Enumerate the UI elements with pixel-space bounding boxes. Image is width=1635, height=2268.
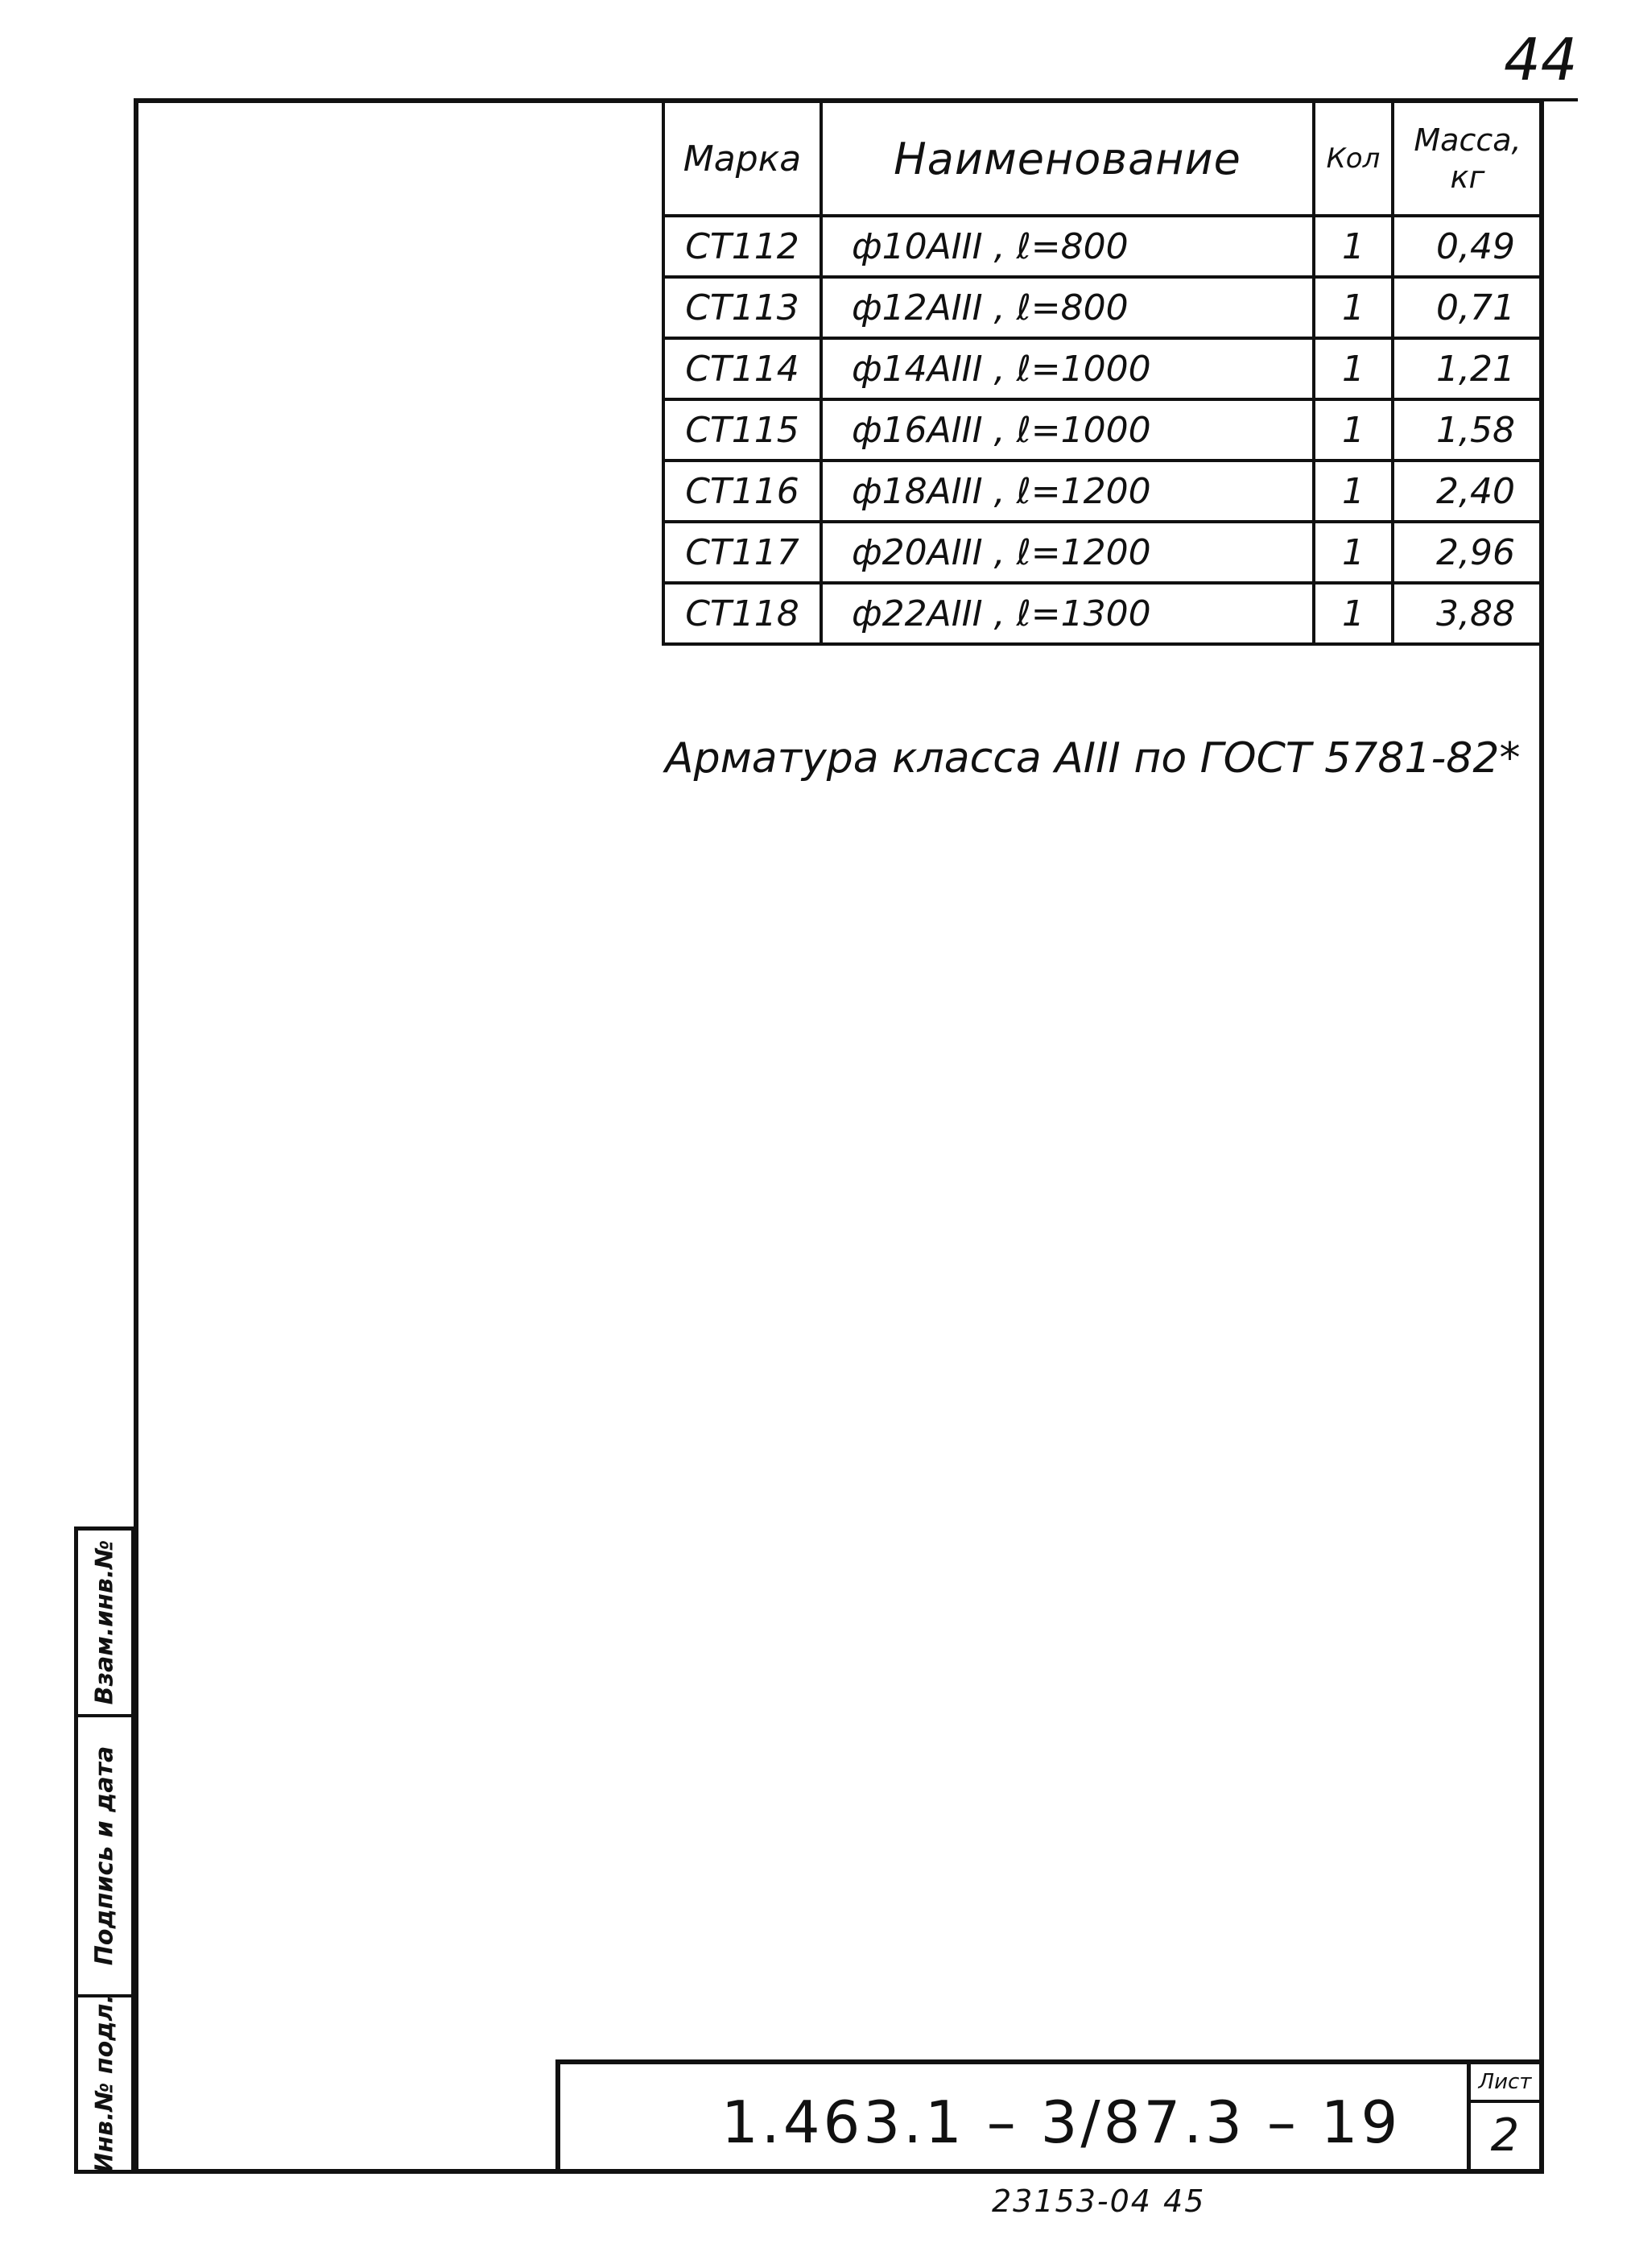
table-row [663,216,1542,277]
cell-mark: СТ117 [663,522,821,583]
cell-mark: СТ112 [663,216,821,277]
table-row [663,583,1542,644]
side-cell-replacement [78,1531,131,1717]
cell-mass: 2,96 [1393,522,1542,583]
header-mass-line2: кг [1450,159,1485,195]
header-mass-line1: Масса, [1414,122,1521,158]
page-number: 44 [1504,26,1578,93]
cell-mass: 1,21 [1393,338,1542,399]
side-label-inventory: Инв.№ подл. [90,1994,119,2173]
cell-qty: 1 [1314,338,1393,399]
cell-mass: 2,40 [1393,461,1542,522]
cell-name: ф10АIII , ℓ=800 [821,216,1314,277]
cell-mark: СТ113 [663,277,821,338]
table-row [663,461,1542,522]
cell-mass: 0,49 [1393,216,1542,277]
sheet-label: Лист [1471,2064,1539,2103]
cell-qty: 1 [1314,277,1393,338]
title-block [555,2059,1544,2174]
document-code: 1.463.1 – 3/87.3 – 19 [721,2088,1402,2156]
reinforcement-note: Арматура класса АIII по ГОСТ 5781-82* [665,734,1521,783]
header-mass [1393,101,1542,216]
footer-code: 23153-04 45 [992,2183,1206,2219]
cell-qty: 1 [1314,216,1393,277]
table-row [663,522,1542,583]
cell-mass: 0,71 [1393,277,1542,338]
table-row [663,338,1542,399]
cell-name: ф20АIII , ℓ=1200 [821,522,1314,583]
cell-mark: СТ116 [663,461,821,522]
side-stamp [74,1526,135,2174]
cell-name: ф16АIII , ℓ=1000 [821,399,1314,461]
header-name: Наименование [821,101,1314,216]
header-qty: Кол [1314,101,1393,216]
cell-name: ф12АIII , ℓ=800 [821,277,1314,338]
side-cell-inventory [78,1994,131,2173]
sheet-number: 2 [1490,2109,1520,2162]
cell-mark: СТ118 [663,583,821,644]
side-label-signature: Подпись и дата [90,1745,119,1966]
specification-table [662,100,1544,646]
cell-mark: СТ114 [663,338,821,399]
table-row [663,277,1542,338]
table-row [663,399,1542,461]
cell-name: ф22АIII , ℓ=1300 [821,583,1314,644]
side-label-replacement: Взам.инв.№ [90,1539,119,1705]
cell-name: ф14АIII , ℓ=1000 [821,338,1314,399]
cell-qty: 1 [1314,583,1393,644]
cell-qty: 1 [1314,461,1393,522]
side-cell-signature [78,1717,131,1997]
cell-mass: 3,88 [1393,583,1542,644]
sheet-box [1467,2064,1539,2169]
cell-name: ф18АIII , ℓ=1200 [821,461,1314,522]
cell-mark: СТ115 [663,399,821,461]
header-mark: Марка [663,101,821,216]
table-header-row [663,101,1542,216]
cell-qty: 1 [1314,399,1393,461]
cell-mass: 1,58 [1393,399,1542,461]
cell-qty: 1 [1314,522,1393,583]
